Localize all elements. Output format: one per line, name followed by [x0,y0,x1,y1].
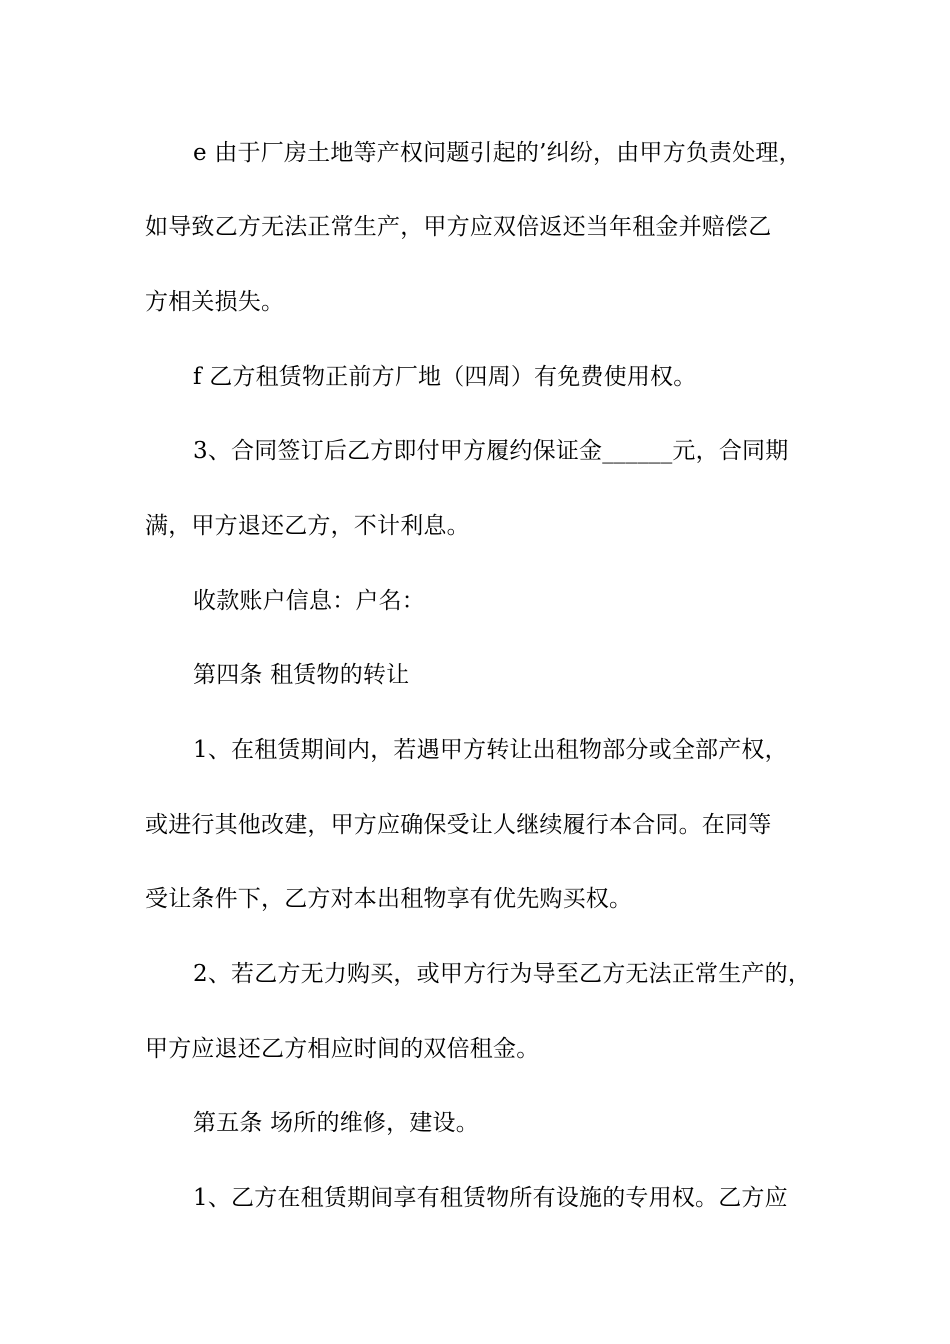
paragraph-line: 1、在租赁期间内，若遇甲方转让出租物部分或全部产权， [193,737,788,763]
paragraph-line: 如导致乙方无法正常生产，甲方应双倍返还当年租金并赔偿乙 [145,214,772,240]
paragraph-line: 甲方应退还乙方相应时间的双倍租金。 [145,1036,540,1062]
paragraph-line: 3、合同签订后乙方即付甲方履约保证金______元，合同期 [193,438,789,464]
paragraph-line: 方相关损失。 [145,289,285,315]
paragraph-line: 1、乙方在租赁期间享有租赁物所有设施的专用权。乙方应 [193,1185,788,1211]
paragraph-line: f 乙方租赁物正前方厂地（四周）有免费使用权。 [193,364,697,390]
paragraph-line: 或进行其他改建，甲方应确保受让人继续履行本合同。在同等 [145,812,772,838]
paragraph-line: 2、若乙方无力购买，或甲方行为导至乙方无法正常生产的， [193,961,812,987]
section-heading: 第四条 租赁物的转让 [193,662,410,688]
paragraph-line: 收款账户信息：户名： [193,588,425,614]
section-heading: 第五条 场所的维修，建设。 [193,1110,479,1136]
paragraph-line: e 由于厂房土地等产权问题引起的’纠纷，由甲方负责处理， [193,140,802,166]
paragraph-line: 满，甲方退还乙方，不计利息。 [145,513,470,539]
paragraph-line: 受让条件下，乙方对本出租物享有优先购买权。 [145,886,633,912]
